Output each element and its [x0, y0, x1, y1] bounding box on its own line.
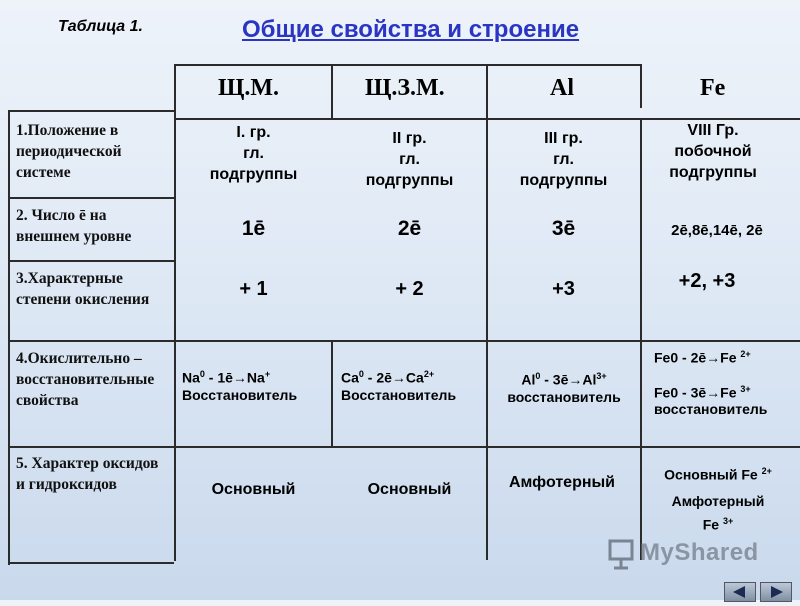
cell-oxide-alkali: Основный: [211, 481, 296, 498]
cell-redox-fe: Fe0 - 2ē→Fe $^{2+}$ Fe0 - 3ē→Fe $^{3+}$ восстановитель: [654, 349, 768, 418]
header-top-line: [174, 64, 641, 66]
row-line-3: [174, 340, 800, 342]
row-label-redox: 4.Окислительно – восстановительные свойства: [16, 350, 155, 409]
label-left-line: [8, 110, 10, 565]
label-line-0: [8, 110, 174, 112]
header-fe: Fe: [700, 75, 726, 101]
prev-slide-button[interactable]: [724, 582, 756, 602]
cell-ox-alkaline-earth: + 2: [395, 278, 424, 300]
cell-oxide-al: Амфотерный: [508, 474, 615, 491]
label-line-4: [8, 446, 174, 448]
row-label-position: 1.Положение в периодической системе: [16, 122, 122, 181]
row-label-electrons: 2. Число ē на внешнем уровне: [16, 207, 132, 245]
cell-oxide-alkaline-earth: Основный: [367, 481, 452, 498]
table-caption: Таблица 1.: [58, 18, 143, 35]
cell-group-al: III гр. гл. подгруппы: [519, 130, 608, 189]
cell-group-alkaline-earth: II гр. гл. подгруппы: [365, 130, 454, 189]
label-line-1: [8, 197, 174, 199]
cell-ox-fe: +2, +3: [678, 270, 736, 292]
header-alkaline-earth: Щ.З.М.: [365, 75, 445, 101]
cell-ox-al: +3: [552, 278, 575, 300]
cell-group-fe: VIII Гр. побочной подгруппы: [669, 122, 757, 181]
col-line-2a: [331, 64, 333, 119]
cell-redox-alkali: Na$^0$ - 1ē→Na+ Восстановитель: [182, 369, 298, 403]
cell-electrons-alkaline-earth: 2ē: [397, 217, 422, 240]
label-line-5: [8, 562, 174, 564]
arrow-right-icon: [761, 583, 791, 601]
label-line-3: [8, 340, 174, 342]
header-al: Al: [550, 75, 574, 101]
page-title[interactable]: Общие свойства и строение: [242, 16, 580, 43]
watermark-text: MyShared: [640, 539, 759, 566]
col-line-3a: [486, 64, 488, 119]
arrow-left-icon: [725, 583, 755, 601]
row-label-oxides: 5. Характер оксидов и гидроксидов: [16, 455, 159, 493]
cell-redox-alkaline-earth: $Ca^0 - 2ē\to Ca^{2+}$ Восстановитель: [341, 369, 457, 403]
cell-oxide-fe: Основный Fe $^{2+}$ Амфотерный Fe $^{3+}$: [664, 466, 772, 533]
cell-electrons-al: 3ē: [551, 217, 576, 240]
header-alkali: Щ.М.: [218, 75, 280, 101]
cell-electrons-fe: 2ē,8ē,14ē, 2ē: [671, 222, 763, 239]
row-label-oxidation: 3.Характерные степени окисления: [16, 270, 150, 308]
cell-ox-alkali: + 1: [239, 278, 268, 300]
cell-redox-al: $Al^0 - 3ē\to Al^{3+}$ восстановитель: [507, 371, 621, 405]
next-slide-button[interactable]: [760, 582, 792, 602]
col-line-4a: [640, 64, 642, 108]
cell-electrons-alkali: 1ē: [241, 217, 266, 240]
row-line-4: [174, 446, 800, 448]
watermark-logo: [608, 537, 768, 576]
label-line-2: [8, 260, 174, 262]
cell-group-alkali: I. гр. гл. подгруппы: [209, 124, 298, 183]
